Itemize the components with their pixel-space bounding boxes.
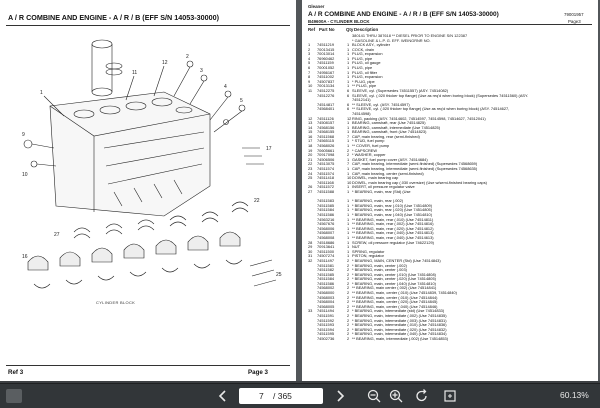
part-number-cell: 70013415	[317, 46, 335, 52]
svg-text:25: 25	[276, 272, 282, 278]
description-cell: ** BEARING, main, center (.020) (Use 74514845)	[352, 300, 438, 305]
ref-cell: 18	[308, 143, 313, 149]
ref-cell: 31	[308, 253, 313, 259]
part-number-cell: 74511585	[317, 271, 335, 277]
qty-cell: 2	[347, 280, 350, 286]
ref-cell: 6	[308, 64, 311, 70]
description-cell: CAP, main bearing, rear (semi-finished)	[352, 134, 420, 139]
part-number-cell: 74507274	[317, 253, 335, 259]
chevron-right-icon	[332, 388, 348, 404]
ref-cell: 28	[308, 239, 313, 245]
qty-cell: 1	[347, 253, 350, 259]
section-title: B49600A - CYLINDER BLOCK	[308, 19, 370, 24]
qty-cell: 6	[347, 106, 350, 112]
col-description: Description	[354, 27, 379, 32]
description-cell: * BEARING, main, rear (Std) (Use	[352, 190, 411, 194]
qty-cell: 2	[347, 262, 350, 268]
qty-cell: 1	[347, 184, 350, 190]
part-number-cell: 74511168	[317, 179, 334, 185]
part-number-cell: 74511497	[317, 257, 335, 263]
qty-cell: 2	[347, 285, 350, 291]
part-number-cell: 74565115	[317, 138, 335, 144]
part-number-cell: 74568026	[317, 143, 335, 149]
qty-cell: 1	[347, 120, 350, 126]
description-cell: * BEARING, main, intermediate (.020) (Use 74514832)	[352, 327, 447, 332]
ref-cell: 25	[308, 175, 313, 181]
header-rule	[308, 24, 592, 25]
qty-cell: 1	[347, 143, 350, 149]
part-number-cell: 74568008	[317, 234, 335, 240]
description-cell: ** PLUG, pipe	[352, 84, 377, 89]
ref-cell: 2	[308, 46, 311, 52]
diagram-caption: CYLINDER BLOCK	[96, 300, 136, 305]
fit-page-button[interactable]	[442, 388, 458, 404]
qty-cell: 2	[347, 271, 350, 277]
description-cell: ** BEARING, main, center (.010) (Use 74514844)	[352, 295, 438, 300]
part-number-cell: 74511586	[317, 211, 335, 217]
table-row	[308, 337, 594, 342]
part-number-cell: 74511585	[317, 202, 335, 208]
qty-cell: 1	[347, 230, 350, 236]
qty-cell: 1	[347, 129, 350, 135]
description-cell: * BEARING, main, center (.040) (Use 74514810)	[352, 281, 436, 286]
description-cell: DOWEL, main bearing cap (.030 oversize) (Use w/semi-finished bearing caps)	[352, 180, 487, 185]
ref-cell: 26	[308, 184, 313, 190]
qty-cell: 1	[347, 239, 350, 245]
qty-cell: 1	[347, 216, 350, 222]
qty-cell: 2	[347, 303, 350, 309]
ref-cell: 20	[308, 152, 313, 158]
qty-cell: 2	[347, 267, 350, 273]
qty-cell: 1	[347, 211, 350, 217]
description-cell: * STUD, fuel pump	[352, 139, 385, 144]
svg-text:11: 11	[132, 70, 138, 76]
description-cell: RING, packing (ASY. 74514602, 74514597, 74514598, 74514627, 74512041)	[352, 116, 486, 121]
svg-text:4: 4	[224, 84, 227, 90]
part-number-cell: 70605661	[317, 147, 335, 153]
qty-cell: 1	[347, 244, 350, 250]
header-rule	[6, 25, 290, 26]
part-number-cell: 74511002	[317, 74, 335, 80]
ref-cell: 13	[308, 120, 313, 126]
qty-cell: 6	[347, 101, 350, 107]
cylinder-block-diagram	[14, 36, 282, 298]
description-cell: INSERT, oil pressure regulator valve	[352, 185, 415, 190]
part-number-cell: 74502736	[317, 336, 335, 341]
fit-page-icon	[442, 388, 458, 404]
description-cell: ** BEARING, main, rear (.002) (Use 74514816)	[352, 222, 434, 227]
description-cell: * BEARING, main, center (.003)	[352, 268, 407, 273]
description-cell: SCREW, oil pressure regulator (Use 74622129)	[352, 240, 434, 245]
description-cell: * BEARING, main, center (.010) (Use 74514808)	[352, 272, 436, 277]
svg-text:22: 22	[254, 198, 260, 204]
description-cell: ** BEARING, main center (.002) (Use 74514841)	[352, 286, 437, 291]
svg-text:9: 9	[22, 132, 25, 138]
ref-cell	[308, 337, 317, 342]
ref-cell: 22	[308, 161, 313, 167]
qty-cell: 10	[347, 175, 352, 181]
sidebar-toggle-button[interactable]	[6, 389, 22, 403]
qty-cell: 1	[347, 83, 350, 89]
part-number-cell: 74508157	[317, 120, 335, 126]
page-title: A / R COMBINE AND ENGINE - A / R / B (EFF S/N 14053-30000)	[308, 11, 499, 18]
description-cell: * PLUG, pipe	[352, 79, 375, 84]
description-cell: ** BEARING, main, center (.010) (Use 74514839, 74514840)	[352, 291, 457, 296]
part-number-cell: 74568156	[317, 124, 335, 130]
ref-cell: 7	[308, 69, 311, 75]
qty-cell: 1	[347, 189, 350, 194]
svg-text:2: 2	[186, 54, 189, 60]
ref-cell: 27	[308, 189, 313, 194]
part-number-cell: 74511593	[317, 322, 335, 328]
ref-cell: 30	[308, 248, 313, 254]
description-cell: * BEARING, main, center (.020) (Use 74514805)	[352, 277, 436, 282]
zoom-out-icon	[366, 388, 382, 404]
part-number-cell: 74511582	[317, 267, 335, 273]
ref-cell: 32	[308, 257, 313, 263]
description-cell: BLOCK ASY., cylinder	[352, 43, 390, 47]
description-cell: ** BEARING, main, rear (.040) (Use 74514613)	[352, 235, 434, 240]
description-cell: BEARING, camshaft, intermediate (Use 74514825)	[352, 125, 441, 130]
next-page-button[interactable]	[332, 388, 348, 404]
svg-text:12: 12	[162, 60, 168, 66]
part-number-cell: 74568005	[317, 303, 335, 309]
part-number-cell: 74568006	[317, 225, 335, 231]
part-number-cell: 74568000	[317, 290, 335, 296]
svg-text:1: 1	[40, 90, 43, 96]
qty-cell: 1	[347, 225, 350, 231]
qty-cell: 1	[347, 60, 350, 66]
description-cell: 74514598)	[352, 111, 371, 116]
part-number-cell: 74511583	[317, 198, 335, 204]
current-page-input[interactable]: 7	[259, 391, 264, 401]
qty-cell: 2	[347, 308, 350, 314]
ref-cell: 8	[308, 74, 311, 80]
ref-cell: 11	[308, 87, 313, 93]
part-number-cell: 74568002	[317, 285, 335, 291]
part-number-cell: 74568155	[317, 129, 335, 135]
description-cell: SLEEVE, cyl. (Supersedes 74511557) (ASY. 74514082)	[352, 88, 449, 93]
description-cell: ** BEARING, main, center (.040) (Use 74514846)	[352, 304, 438, 309]
description-cell: ** COVER, fuel pump	[352, 144, 390, 149]
qty-cell: 2	[347, 147, 350, 153]
description-cell: COCK, drain	[352, 47, 375, 52]
zoom-in-icon	[388, 388, 404, 404]
part-number-cell: 70001052	[317, 64, 335, 70]
description-cell: BEARING, camshaft, rear (Use 74514825)	[352, 121, 426, 126]
ref-cell: 17	[308, 138, 313, 144]
part-number-cell: 74511159	[317, 60, 334, 66]
qty-cell: 2	[347, 336, 350, 341]
description-cell: GASKET, fuel pump cover (ASY. 74514684)	[352, 157, 428, 162]
intro-line-1: 380141 THRU 387618 ** DIESEL PRIOR TO ENGINE S/N 122387	[352, 33, 468, 38]
description-cell: PLUG, expansion	[352, 75, 383, 80]
qty-cell: 2	[347, 290, 350, 296]
part-number-cell: 74511584	[317, 207, 335, 213]
qty-cell: 1	[347, 170, 350, 176]
part-number-cell: 74514817	[317, 101, 335, 107]
footer-page: Page 3	[248, 369, 268, 376]
part-number-cell: 74511574	[317, 166, 335, 172]
doc-number: 79001957	[564, 12, 584, 17]
qty-cell: 2	[347, 294, 350, 300]
part-number-cell: 74956167	[317, 69, 335, 75]
qty-cell: 1	[347, 221, 350, 227]
part-number-cell: 74511584	[317, 276, 335, 282]
description-cell: PLUG, expansion	[352, 52, 383, 57]
part-number-cell: 74518686	[317, 239, 335, 245]
page-header: A / R COMBINE AND ENGINE - A / R / B (EFF S/N 14053-30000)	[8, 13, 220, 22]
description-cell: CAP, main bearing, intermediate (semi-finished) (Supersedes 74568659)	[352, 162, 478, 167]
description-cell: * BEARING, main, rear (.020) (Use 74514805)	[352, 208, 433, 213]
svg-text:16: 16	[22, 254, 28, 260]
ref-cell: 33	[308, 308, 313, 314]
description-cell: * BEARING, main, rear (.002)	[352, 199, 404, 204]
qty-cell: 1	[347, 51, 350, 57]
qty-cell: 1	[347, 42, 350, 47]
viewer-toolbar	[0, 383, 600, 408]
part-number-cell: 74511592	[317, 317, 335, 323]
ref-cell: 21	[308, 156, 313, 162]
pdf-page-right	[302, 0, 598, 382]
description-cell: * BEARING, main, intermediate (.010) (Use 74514836)	[352, 323, 447, 328]
part-number-cell: 74511595	[317, 331, 335, 337]
description-cell: * BEARING, main, intermediate (std) (Use 74514833)	[352, 309, 445, 314]
description-cell: PLUG, pipe	[352, 56, 373, 61]
ref-cell: 4	[308, 55, 311, 61]
description-cell: NUT	[352, 245, 360, 250]
part-number-cell: 74563216	[317, 216, 335, 222]
description-cell: CAP, main bearing, intermediate (semi-finished) (Supersedes 74568635)	[352, 167, 478, 172]
part-number-cell: 70013014	[317, 51, 335, 57]
svg-text:5: 5	[240, 98, 243, 104]
qty-cell: 1	[347, 64, 350, 70]
part-number-cell: 74511494	[317, 308, 335, 314]
ref-cell: 14	[308, 124, 313, 130]
description-cell: ** BEARING, main, rear (.020) (Use 74514812)	[352, 226, 434, 231]
ref-cell: 15	[308, 129, 313, 135]
qty-cell: 2	[347, 276, 350, 282]
footer-rule	[6, 365, 290, 366]
rotate-button[interactable]	[414, 388, 430, 404]
zoom-out-button[interactable]	[366, 388, 382, 404]
svg-text:27: 27	[54, 232, 60, 238]
col-qty: Qty	[346, 27, 354, 32]
description-cell: CAP, main bearing, center (semi-finished)	[352, 171, 424, 176]
ref-cell: 23	[308, 166, 313, 172]
zoom-level[interactable]: 60.13%	[560, 390, 589, 400]
ref-cell: 5	[308, 60, 311, 66]
ref-cell: 9	[308, 78, 311, 84]
qty-cell: 1	[347, 234, 350, 240]
description-cell: BEARING, camshaft, front (Use 74514823)	[352, 130, 427, 135]
pdf-page-left	[0, 0, 296, 382]
qty-cell: 1	[347, 207, 350, 213]
part-number-cell: 74512276	[317, 92, 335, 98]
qty-cell: 1	[347, 55, 350, 61]
description-cell: PLUG, oil gauge	[352, 61, 381, 66]
qty-cell: 1	[347, 124, 350, 130]
part-number-cell: 74511500	[317, 248, 335, 254]
zoom-in-button[interactable]	[388, 388, 404, 404]
qty-cell: 7	[347, 161, 350, 167]
page-navigator[interactable]	[239, 388, 323, 404]
col-ref: Ref	[308, 27, 316, 32]
description-cell: SLEEVE, cyl. (.020 thicker top flange) (Use as req'd when boring block) (Supersedes 74511560) (ASY.	[352, 93, 529, 98]
qty-cell: 2	[347, 317, 350, 323]
part-number-cell: 74511586	[317, 280, 335, 286]
description-cell: SPRING, regulator	[352, 249, 385, 254]
ref-cell: 10	[308, 83, 313, 89]
qty-cell: 2	[347, 299, 350, 305]
description-cell: * BEARING, main, center (.002)	[352, 263, 407, 268]
part-number-cell: 74568003	[317, 294, 335, 300]
qty-cell: 10	[347, 179, 352, 185]
svg-text:17: 17	[266, 146, 272, 152]
description-cell: 74512141)	[352, 98, 371, 103]
total-pages: / 365	[273, 391, 292, 401]
description-cell: ** BEARING, main, intermediate (.002) (Use 74514853)	[352, 337, 449, 341]
qty-cell: 1	[347, 202, 350, 208]
brand-label: Gleaner	[308, 4, 325, 9]
qty-cell: 1	[347, 248, 350, 254]
part-number-cell: 74511581	[317, 262, 335, 268]
part-number-cell: 74511572	[317, 184, 335, 190]
qty-cell: 6	[347, 87, 350, 93]
ref-cell: 29	[308, 244, 313, 250]
part-number-cell: 74511588	[317, 189, 335, 194]
description-cell: ** SLEEVE, cyl. (ASY. 74514597)	[352, 102, 410, 107]
ref-cell: 12	[308, 115, 313, 121]
description-cell: ** SLEEVE, cyl. (.020 thicker top flange) (Use as req'd when boring block) (ASY. 74514627,	[352, 107, 510, 112]
description-cell: PISTON, regulator	[352, 254, 384, 259]
qty-cell: 2	[347, 326, 350, 332]
part-number-cell: 70917098	[317, 152, 335, 158]
description-cell: PLUG, pipe	[352, 65, 373, 70]
description-cell: * BEARING, main, intermediate (.040) (Use 74514834)	[352, 332, 447, 337]
part-number-cell: 74507837	[317, 78, 335, 84]
part-number-cell: 74568004	[317, 299, 335, 305]
qty-cell: 1	[347, 156, 350, 162]
description-cell: * WASHER, copper	[352, 153, 386, 158]
qty-cell: 1	[347, 138, 350, 144]
page-reference: Page3	[568, 19, 581, 24]
part-number-cell: 74511574	[317, 170, 335, 176]
part-number-cell: 70013134	[317, 83, 335, 89]
ref-cell: 1	[308, 42, 311, 47]
description-cell: DOWEL, main bearing cap	[352, 176, 399, 181]
part-number-cell: 74513075	[317, 161, 335, 167]
part-number-cell: 74511126	[317, 115, 334, 121]
previous-page-button[interactable]	[215, 388, 231, 404]
part-number-cell: 74567676	[317, 221, 335, 227]
intro-line-2: * GASOLINE & L.P. G. EFF. WEINGRNR NO.	[352, 37, 431, 43]
ref-cell: 19	[308, 147, 313, 153]
part-number-cell: 74568401	[317, 106, 335, 112]
description-cell: * BEARING, main, rear (.040) (Use 74514810)	[352, 212, 433, 217]
qty-cell: 2	[347, 313, 350, 319]
part-number-cell: 74511568	[317, 133, 335, 139]
part-number-cell: 76960462	[317, 55, 335, 61]
part-number-cell: 74511219	[317, 42, 335, 47]
description-cell: ** BEARING, main, rear (.040) (Use 74514813)	[352, 231, 434, 236]
qty-cell: 2	[347, 322, 350, 328]
qty-cell: 2	[347, 257, 350, 263]
part-number-cell: 74568007	[317, 230, 335, 236]
footer-ref: Ref 3	[8, 369, 24, 376]
description-cell: * BEARING, main, intermediate (.003) (Use 74514831)	[352, 318, 447, 323]
rotate-icon	[414, 388, 430, 404]
part-number-cell: 74512275	[317, 87, 335, 93]
description-cell: * BEARING, MAIN, CENTER (Std) (Use 74514843)	[352, 258, 441, 263]
qty-cell: 12	[347, 115, 352, 121]
description-cell: ** BEARING, main, rear (.010) (Use 74514811)	[352, 217, 434, 222]
part-number-cell: 74506506	[317, 156, 335, 162]
part-number-cell: 70913641	[317, 244, 335, 250]
part-number-cell: 74511418	[317, 175, 335, 181]
col-part: Part No	[319, 27, 335, 32]
qty-cell: 6	[347, 92, 350, 98]
description-cell: * CAPSCREW	[352, 148, 378, 153]
description-cell: PLUG, oil filter	[352, 70, 378, 75]
qty-cell: 2	[347, 331, 350, 337]
ref-cell: 3	[308, 51, 311, 57]
qty-cell: 1	[347, 78, 350, 84]
parts-list	[308, 43, 594, 342]
part-number-cell: 74511591	[317, 313, 335, 319]
qty-cell: 1	[347, 74, 350, 80]
qty-cell: 2	[347, 152, 350, 158]
ref-cell: 24	[308, 170, 313, 176]
svg-text:3: 3	[200, 68, 203, 74]
part-number-cell: 74511594	[317, 326, 335, 332]
description-cell: * BEARING, main, intermediate (.002) (Use 74514835)	[352, 314, 447, 319]
ref-cell: 16	[308, 133, 313, 139]
qty-cell: 7	[347, 133, 350, 139]
qty-cell: 1	[347, 166, 350, 172]
qty-cell: 1	[347, 69, 350, 75]
chevron-left-icon	[215, 388, 231, 404]
qty-cell: 1	[347, 198, 350, 204]
svg-text:10: 10	[22, 172, 28, 178]
description-cell: * BEARING, main, rear (.010) (Use 74514809)	[352, 203, 433, 208]
qty-cell: 1	[347, 46, 350, 52]
